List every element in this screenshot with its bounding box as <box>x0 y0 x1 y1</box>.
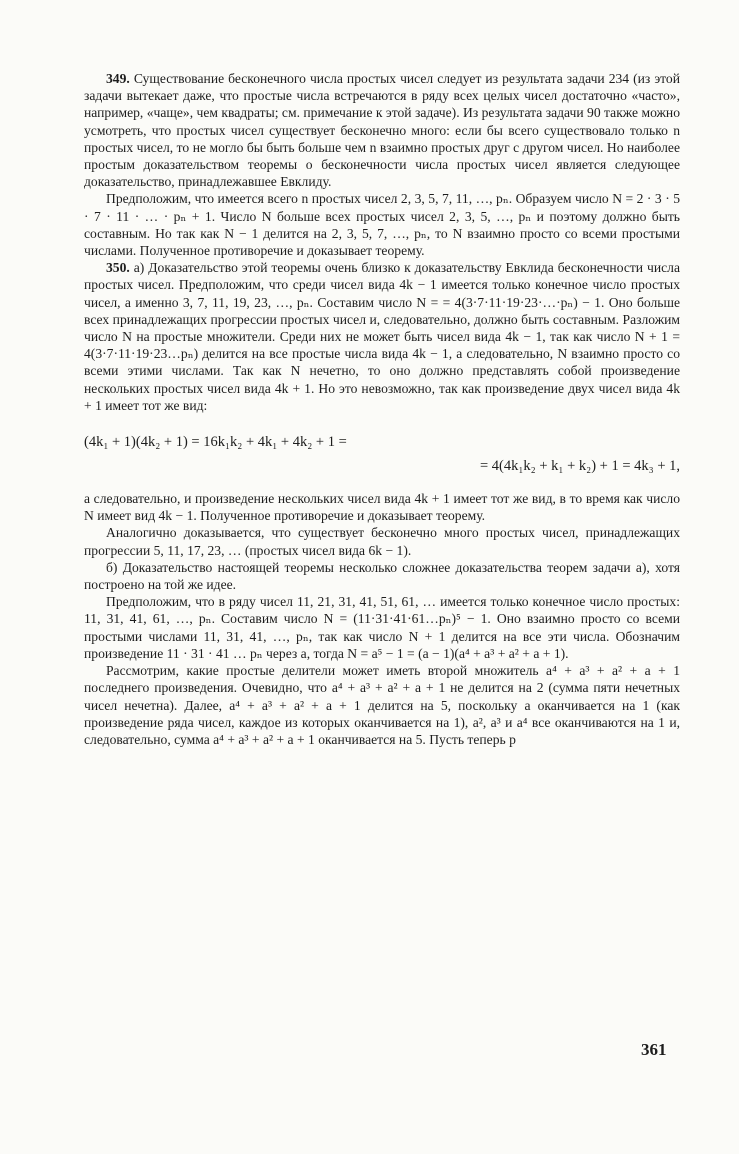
paragraph-suppose: Предположим, что в ряду чисел 11, 21, 31, 41, 51, 61, … имеется только конечное число простых: 11, 31, 41, 61, …, pₙ. Составим число N = (11·31·41·61…pₙ)⁵ − 1. Оно взаимно просто со всеми простыми числами 11, 31, 41, …, pₙ, так как число N + 1 делится на все эти числа. Обозначим произведение 11 · 31 · 41 … pₙ через a, тогда N = a⁵ − 1 = (a − 1)(a⁴ + a³ + a² + a + 1). <box>84 594 680 661</box>
paragraph-349-text: Существование бесконечного числа простых чисел следует из результата задачи 234 (из этой задачи вытекает даже, что простые числа встречаются в ряду всех целых чисел достаточно «часто», например, «чаще», чем квадраты; см. примечание к этой задаче). Из результата задачи 90 также можно усмотреть, что простых чисел существует бесконечно много: если бы всего существовало только n простых чисел, то не могло бы быть больше чем n взаимно простых друг с другом чисел. Но наиболее простым доказательством теоремы о бесконечности числа простых чисел является следующее доказательство, принадлежавшее Евклиду. <box>84 71 680 190</box>
paragraph-350b: б) Доказательство настоящей теоремы несколько сложнее доказательства теорем задачи а), хотя построено на той же идее. <box>84 559 680 593</box>
paragraph-350a-text: а) Доказательство этой теоремы очень близко к доказательству Евклида бесконечности числа простых чисел. Предположим, что среди чисел вида 4k − 1 имеется только конечное число простых чисел, а именно 3, 7, 11, 19, 23, …, pₙ. Составим число N = = 4(3·7·11·19·23·…·pₙ) − 1. Оно больше всех принадлежащих прогрессии простых чисел и, следовательно, должно быть составным. Разложим число N на простые множители. Среди них не может быть чисел вида 4k − 1, так как число N + 1 = 4(3·7·11·19·23…pₙ) делится на все простые числа вида 4k − 1, а следовательно, N взаимно просто со всеми этими числами. Так как N нечетно, то оно должно представлять собой произведение нескольких простых чисел вида 4k + 1. Но это невозможно, так как произведение двух чисел вида 4k + 1 имеет тот же вид: <box>84 260 680 413</box>
formula-line-1: (4k₁ + 1)(4k₂ + 1) = 16k₁k₂ + 4k₁ + 4k₂ + 1 = <box>84 434 347 451</box>
paragraph-349 <box>84 70 680 190</box>
paragraph-after-formula: а следовательно, и произведение нескольких чисел вида 4k + 1 имеет тот же вид, в то время как число N имеет вид 4k − 1. Полученное противоречие и доказывает теорему. <box>84 491 680 524</box>
problem-number-349: 349. <box>106 71 130 86</box>
formula-line-2: = 4(4k₁k₂ + k₁ + k₂) + 1 = 4k₃ + 1, <box>480 458 680 475</box>
page-body <box>84 70 680 748</box>
paragraph-analog: Аналогично доказывается, что существует бесконечно много простых чисел, принадлежащих прогрессии 5, 11, 17, 23, … (простых чисел вида 6k − 1). <box>84 525 680 558</box>
problem-number-350: 350. <box>106 260 130 276</box>
paragraph-consider: Рассмотрим, какие простые делители может иметь второй множитель a⁴ + a³ + a² + a + 1 последнего произведения. Очевидно, что a⁴ + a³ + a² + a + 1 не делится на 2 (сумма пяти нечетных чисел нечетна). Далее, a⁴ + a³ + a² + a + 1 делится на 5, поскольку a оканчивается на 1 (как произведение ряда чисел, каждое из которых оканчивается на 1), a², a³ и a⁴ все оканчиваются на 1 и, следовательно, сумма a⁴ + a³ + a² + a + 1 оканчивается на 5. Пусть теперь p <box>84 663 680 747</box>
paragraph-euclid-proof: Предположим, что имеется всего n простых чисел 2, 3, 5, 7, 11, …, pₙ. Образуем число N = 2 · 3 · 5 · 7 · 11 · … · pₙ + 1. Число N больше всех простых чисел 2, 3, 5, …, pₙ и поэтому должно быть составным. Но так как N − 1 делится на 2, 3, 5, 7, …, pₙ, то N взаимно просто со всеми простыми числами. Полученное противоречие и доказывает теорему. <box>84 191 680 259</box>
paragraph-350a <box>84 259 680 414</box>
page-number: 361 <box>641 1040 667 1059</box>
